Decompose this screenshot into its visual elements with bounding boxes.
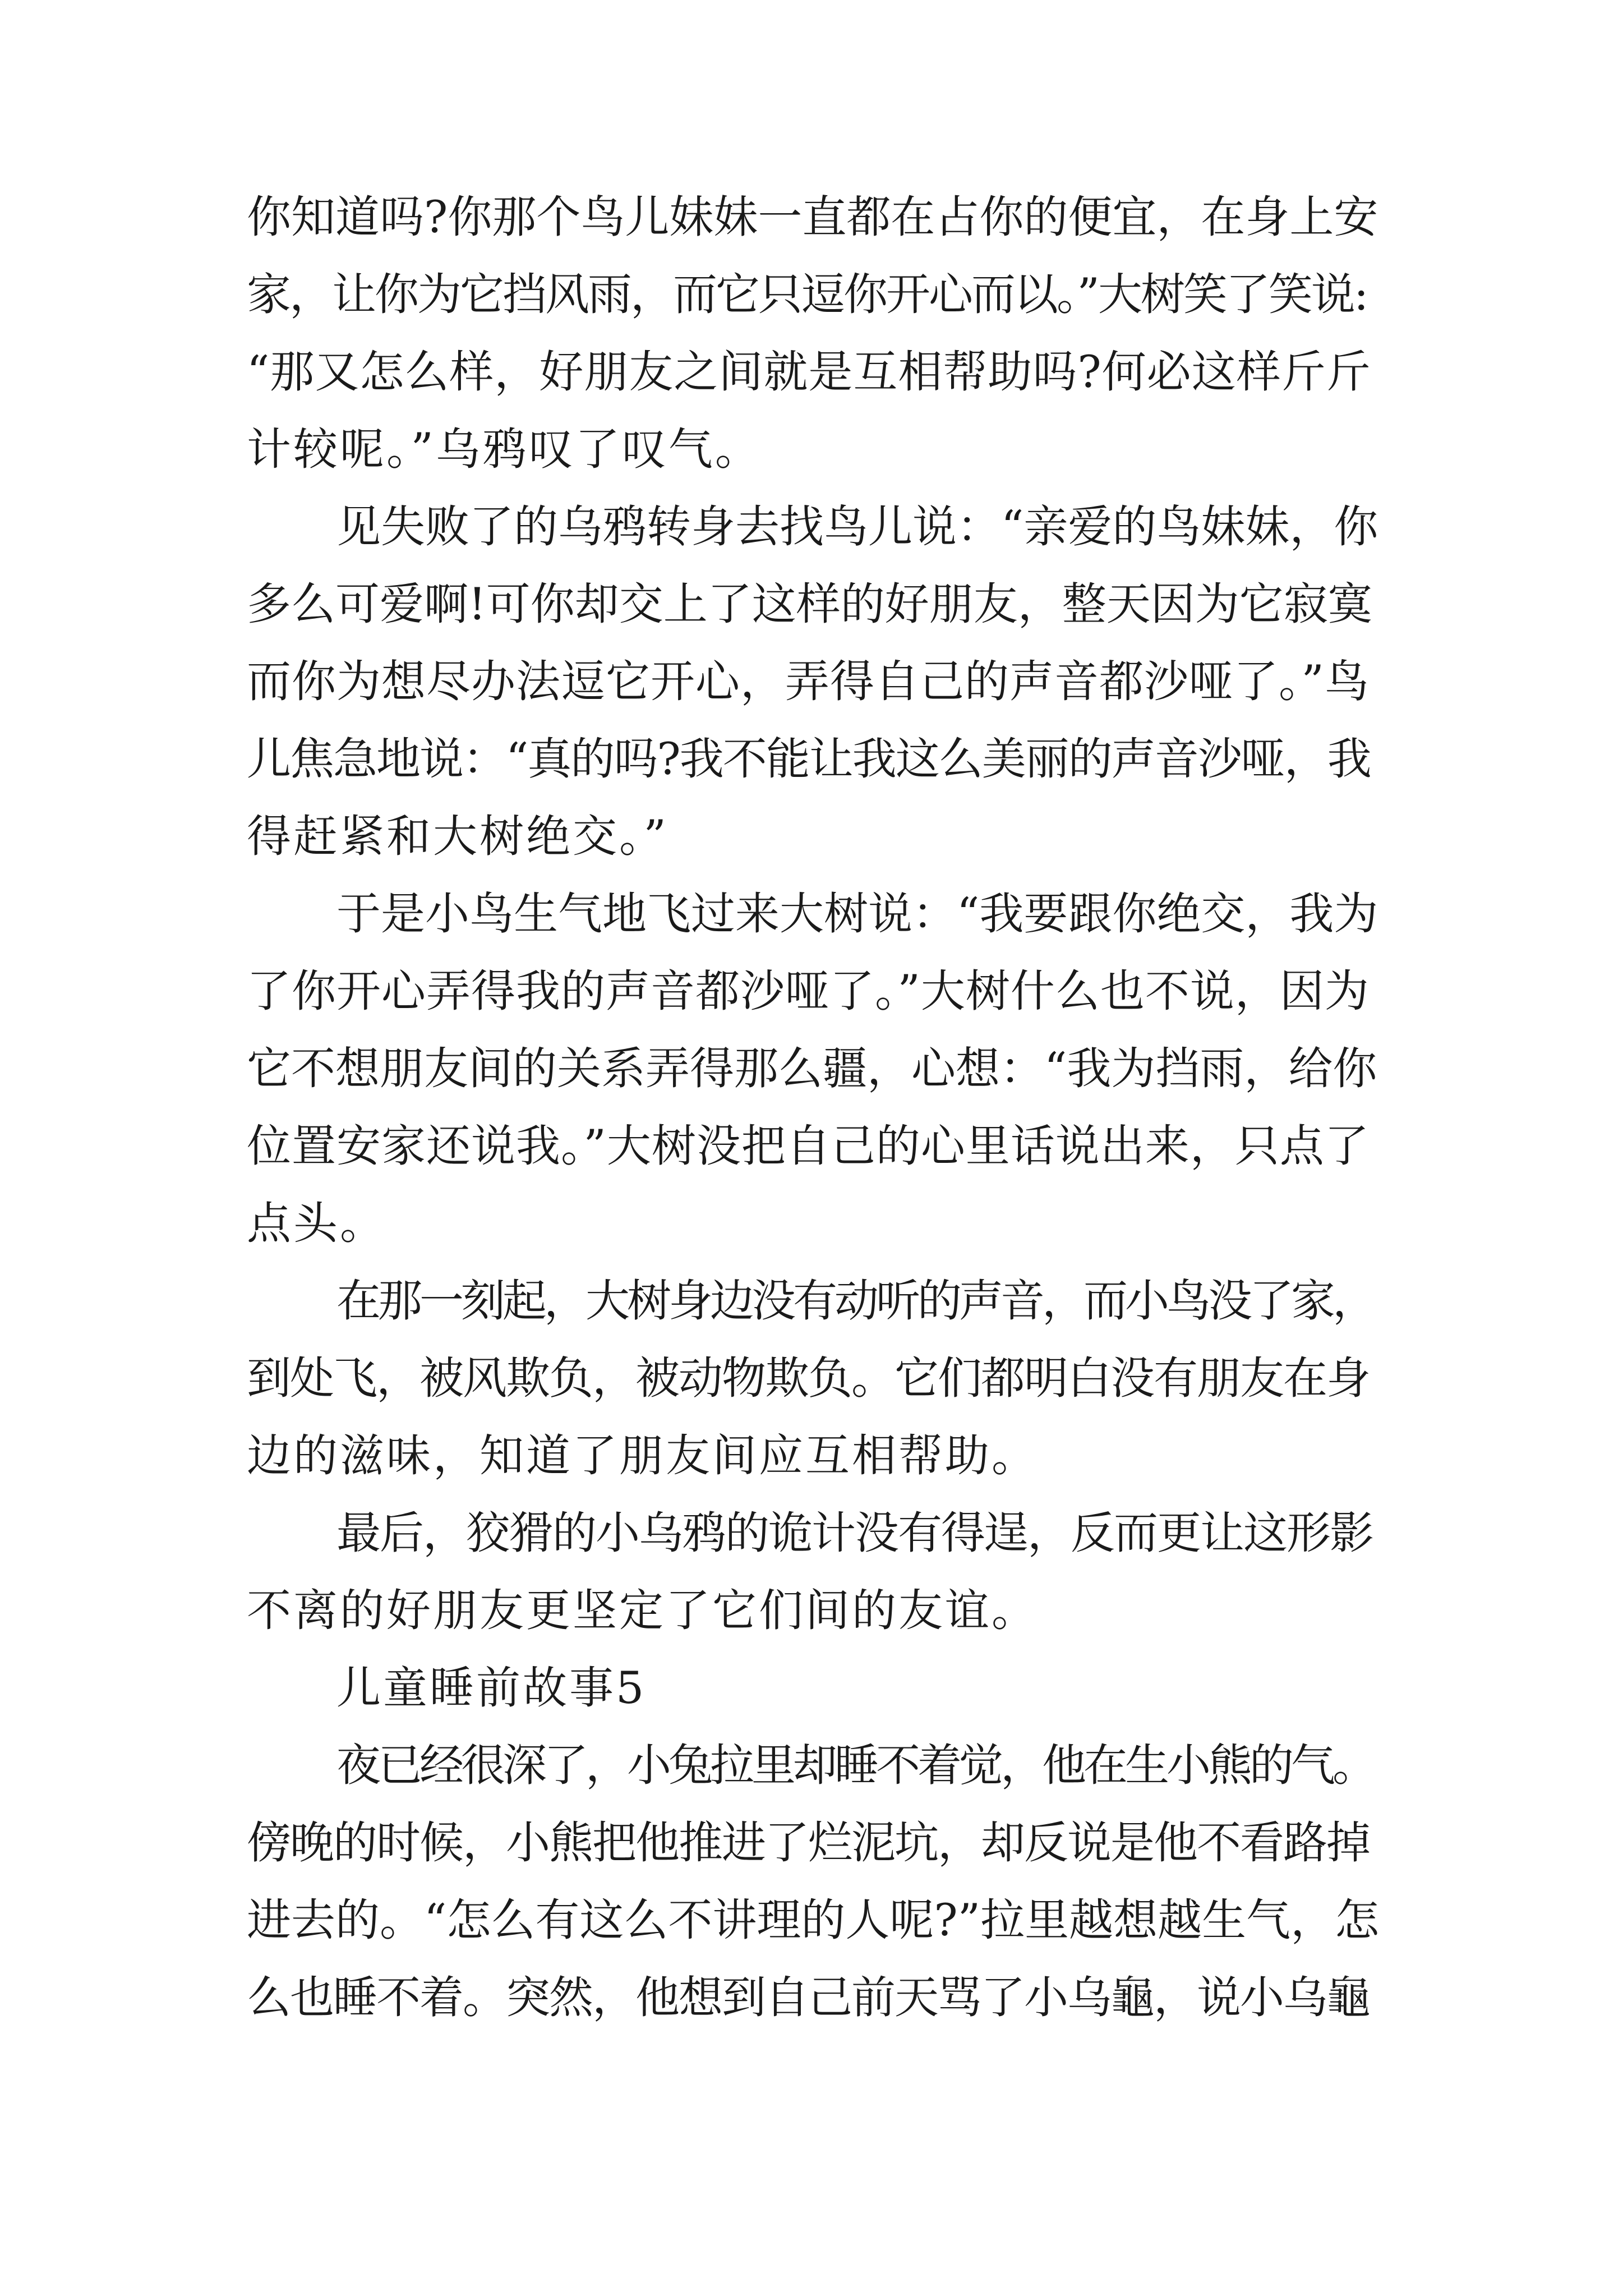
text-line: “那又怎么样，好朋友之间就是互相帮助吗?何必这样斤斤	[247, 346, 1371, 398]
text-line: 见失败了的乌鸦转身去找鸟儿说：“亲爱的鸟妹妹，你	[336, 501, 1378, 553]
text-line: 多么可爱啊!可你却交上了这样的好朋友，整天因为它寂寞	[247, 578, 1372, 630]
text-line: 儿焦急地说：“真的吗?我不能让我这么美丽的声音沙哑，我	[247, 733, 1371, 785]
text-line: 夜已经很深了，小兔拉里却睡不着觉，他在生小熊的气。	[336, 1740, 1374, 1791]
text-line: 最后，狡猾的小乌鸦的诡计没有得逞，反而更让这形影	[336, 1507, 1373, 1559]
text-line: 得赶紧和大树绝交。”	[247, 811, 668, 862]
text-line: 进去的。“怎么有这么不讲理的人呢?”拉里越想越生气，怎	[247, 1894, 1380, 1946]
text-line: 么也睡不着。突然，他想到自己前天骂了小乌龜，说小乌龜	[247, 1972, 1370, 2023]
text-line: 你知道吗?你那个鸟儿妹妹一直都在占你的便宜，在身上安	[247, 191, 1378, 243]
text-line: 家，让你为它挡风雨，而它只逗你开心而以。”大树笑了笑说:	[247, 269, 1367, 320]
text-line: 到处飞，被风欺负，被动物欺负。它们都明白没有朋友在身	[247, 1352, 1370, 1404]
text-line: 边的滋味，知道了朋友间应互相帮助。	[247, 1430, 1038, 1481]
paragraph	[247, 488, 1380, 875]
paragraph	[247, 1494, 1380, 1649]
text-line: 傍晚的时候，小熊把他推进了烂泥坑，却反说是他不看路掉	[247, 1817, 1370, 1869]
text-line: 点头。	[247, 1198, 386, 1249]
text-line: 了你开心弄得我的声音都沙哑了。”大树什么也不说，因为	[247, 965, 1370, 1017]
text-line: 计较呢。”乌鸦叹了叹气。	[247, 424, 762, 475]
document-body	[247, 178, 1380, 2036]
heading-text: 儿童睡前故事5	[336, 1662, 647, 1714]
text-line: 不离的好朋友更坚定了它们间的友谊。	[247, 1585, 1038, 1636]
text-line: 位置安家还说我。”大树没把自己的心里话说出来，只点了	[247, 1120, 1370, 1172]
text-line: 它不想朋友间的关系弄得那么疆，心想：“我为挡雨，给你	[247, 1043, 1377, 1094]
paragraph	[247, 1727, 1380, 2036]
paragraph	[247, 178, 1380, 488]
text-line: 而你为想尽办法逗它开心，弄得自己的声音都沙哑了。”鸟	[247, 656, 1370, 707]
paragraph	[247, 1262, 1380, 1494]
text-line: 在那一刻起，大树身边没有动听的声音，而小鸟没了家，	[336, 1275, 1374, 1327]
paragraph	[247, 875, 1380, 1262]
section-heading	[247, 1649, 1380, 1727]
text-line: 于是小鸟生气地飞过来大树说：“我要跟你绝交，我为	[336, 888, 1378, 940]
